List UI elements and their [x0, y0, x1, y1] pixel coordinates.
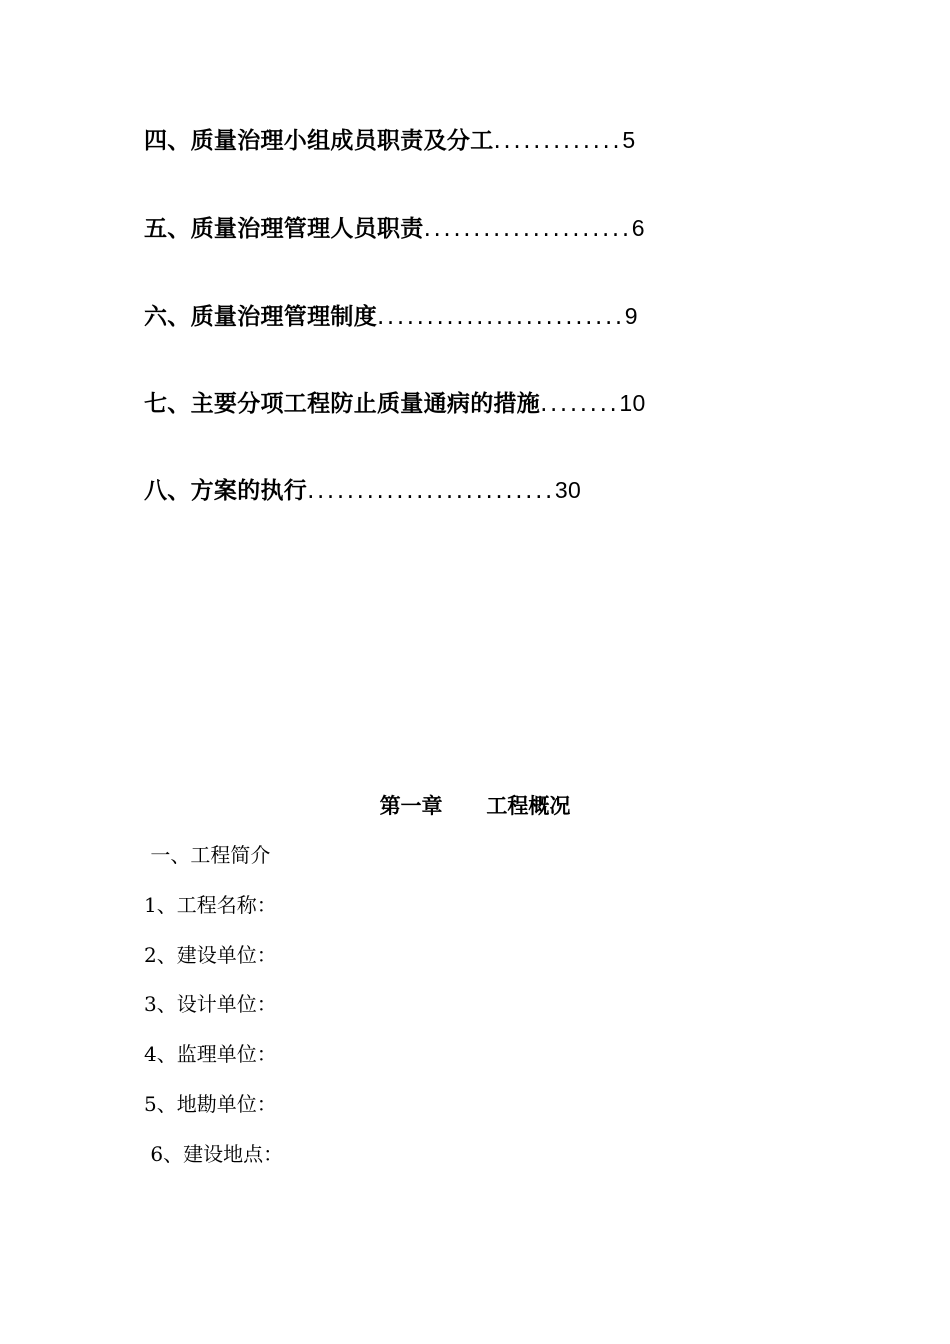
toc-page-number: 6	[631, 215, 645, 241]
toc-page-number: 9	[624, 303, 638, 329]
toc-entry-title: 七、主要分项工程防止质量通病的措施	[144, 391, 541, 417]
toc-entry-title: 八、方案的执行	[144, 478, 308, 504]
toc-entry[interactable]	[144, 296, 638, 336]
toc-page-number: 30	[554, 477, 582, 503]
toc-page-number: 10	[619, 390, 646, 416]
toc-dot-leader: .............	[493, 128, 623, 154]
info-item: 6、建设地点：	[144, 1142, 284, 1166]
toc-entry[interactable]	[144, 208, 645, 248]
toc-dot-leader: .........................	[307, 478, 555, 504]
info-item: 1、工程名称：	[144, 893, 277, 917]
toc-entry-title: 四、质量治理小组成员职责及分工	[144, 128, 494, 154]
info-item: 5、地勘单位：	[144, 1092, 277, 1116]
toc-entry-title: 六、质量治理管理制度	[144, 304, 377, 330]
toc-entry[interactable]	[144, 120, 635, 160]
chapter-title: 第一章 工程概况	[379, 794, 571, 818]
section-heading: 一、工程简介	[144, 843, 271, 867]
toc-entry[interactable]	[144, 470, 581, 510]
toc-page-number: 5	[622, 127, 636, 153]
toc-entry[interactable]	[144, 383, 646, 423]
info-item: 2、建设单位：	[144, 943, 277, 967]
info-item: 4、监理单位：	[144, 1042, 277, 1066]
toc-entry-title: 五、质量治理管理人员职责	[144, 216, 424, 242]
toc-dot-leader: .....................	[423, 216, 632, 242]
info-item: 3、设计单位：	[144, 992, 277, 1016]
toc-dot-leader: .........................	[377, 304, 625, 330]
toc-dot-leader: ........	[540, 391, 620, 417]
